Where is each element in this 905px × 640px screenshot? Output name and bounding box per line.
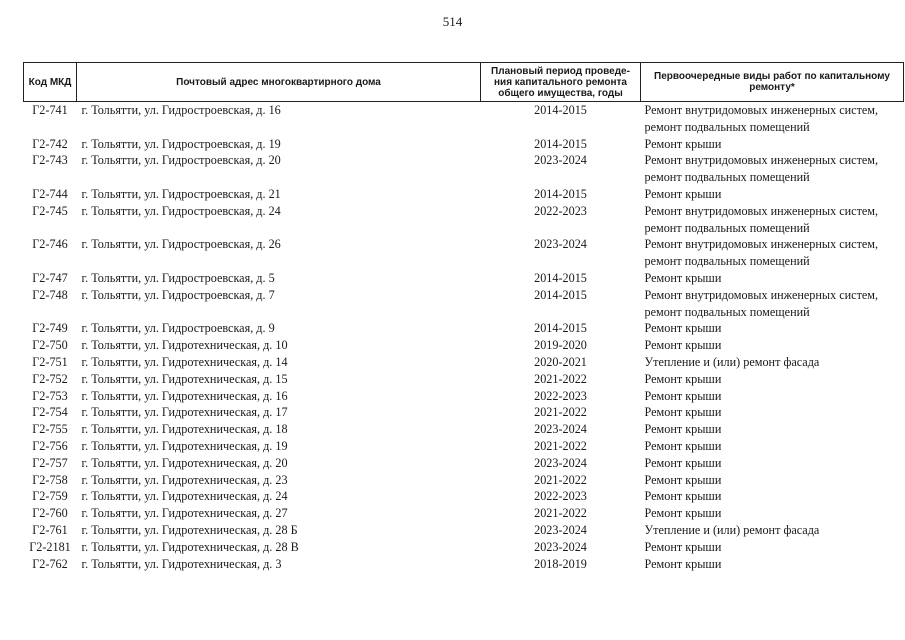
- repair-works: [641, 102, 904, 136]
- mkd-code: Г2-757: [32, 455, 68, 470]
- repair-work-line: Ремонт крыши: [644, 338, 722, 353]
- repair-works: [641, 236, 904, 270]
- address: г. Тольятти, ул. Гидротехническая, д. 15: [81, 371, 288, 386]
- mkd-code: Г2-755: [32, 422, 68, 437]
- repair-works: [641, 404, 904, 421]
- repair-works: [641, 270, 904, 287]
- repair-works: [641, 455, 904, 472]
- repair-work-line: Ремонт внутридомовых инженерных систем,: [644, 287, 879, 302]
- address: г. Тольятти, ул. Гидростроевская, д. 7: [81, 287, 275, 302]
- repair-works: [641, 505, 904, 522]
- table-row: [24, 287, 904, 321]
- repair-work-line: Ремонт внутридомовых инженерных систем,: [644, 237, 879, 252]
- repair-work-line: Ремонт крыши: [644, 422, 722, 437]
- table-row: [24, 421, 904, 438]
- header-works: Первоочередные виды работ по капитальному ремонту*: [641, 63, 904, 102]
- repair-work-line: ремонт подвальных помещений: [644, 220, 810, 235]
- header-address: Почтовый адрес многоквартирного дома: [77, 63, 481, 102]
- repair-work-line: Ремонт внутридомовых инженерных систем,: [644, 203, 879, 218]
- repair-period: 2023-2024: [534, 539, 587, 554]
- address: г. Тольятти, ул. Гидростроевская, д. 24: [81, 203, 281, 218]
- address: г. Тольятти, ул. Гидротехническая, д. 10: [81, 338, 288, 353]
- repair-period: 2014-2015: [534, 287, 587, 302]
- repair-works: [641, 388, 904, 405]
- address: г. Тольятти, ул. Гидростроевская, д. 19: [81, 136, 281, 151]
- repair-work-line: Ремонт крыши: [644, 438, 722, 453]
- repair-works: [641, 354, 904, 371]
- repair-work-line: Ремонт крыши: [644, 489, 722, 504]
- repair-period: 2022-2023: [534, 203, 587, 218]
- repair-period: 2021-2022: [534, 438, 587, 453]
- table-row: [24, 522, 904, 539]
- table-row: [24, 539, 904, 556]
- mkd-code: Г2-746: [32, 237, 68, 252]
- repair-period: 2023-2024: [534, 153, 587, 168]
- repair-work-line: Утепление и (или) ремонт фасада: [644, 354, 820, 369]
- repair-work-line: Ремонт крыши: [644, 506, 722, 521]
- repair-works: [641, 371, 904, 388]
- address: г. Тольятти, ул. Гидротехническая, д. 3: [81, 556, 282, 571]
- repair-work-line: Ремонт крыши: [644, 539, 722, 554]
- repair-works: [641, 152, 904, 186]
- capital-repair-table: [23, 62, 904, 572]
- repair-work-line: Ремонт крыши: [644, 321, 722, 336]
- repair-work-line: Ремонт внутридомовых инженерных систем,: [644, 153, 879, 168]
- mkd-code: Г2-752: [32, 371, 68, 386]
- repair-period: 2019-2020: [534, 338, 587, 353]
- repair-works: [641, 136, 904, 153]
- address: г. Тольятти, ул. Гидротехническая, д. 27: [81, 506, 288, 521]
- repair-period: 2014-2015: [534, 321, 587, 336]
- table-row: [24, 354, 904, 371]
- repair-period: 2021-2022: [534, 472, 587, 487]
- mkd-code: Г2-747: [32, 270, 68, 285]
- mkd-code: Г2-762: [32, 556, 68, 571]
- repair-work-line: Ремонт крыши: [644, 472, 722, 487]
- header-period: Плановый период проведе-ния капитального ремонта общего имущества, годы: [481, 63, 641, 102]
- repair-period: 2021-2022: [534, 506, 587, 521]
- address: г. Тольятти, ул. Гидростроевская, д. 26: [81, 237, 281, 252]
- address: г. Тольятти, ул. Гидротехническая, д. 17: [81, 405, 288, 420]
- repair-period: 2021-2022: [534, 405, 587, 420]
- repair-period: 2021-2022: [534, 371, 587, 386]
- address: г. Тольятти, ул. Гидротехническая, д. 14: [81, 354, 288, 369]
- table-row: [24, 455, 904, 472]
- header-code: Код МКД: [24, 63, 77, 102]
- repair-works: [641, 287, 904, 321]
- repair-works: [641, 421, 904, 438]
- mkd-code: Г2-741: [32, 103, 68, 117]
- repair-work-line: Ремонт крыши: [644, 186, 722, 201]
- mkd-code: Г2-754: [32, 405, 68, 420]
- mkd-code: Г2-750: [32, 338, 68, 353]
- table-row: [24, 404, 904, 421]
- address: г. Тольятти, ул. Гидротехническая, д. 18: [81, 422, 288, 437]
- address: г. Тольятти, ул. Гидростроевская, д. 5: [81, 270, 275, 285]
- table-row: [24, 488, 904, 505]
- mkd-code: Г2-742: [32, 136, 68, 151]
- repair-work-line: ремонт подвальных помещений: [644, 304, 810, 319]
- repair-works: [641, 488, 904, 505]
- repair-works: [641, 522, 904, 539]
- address: г. Тольятти, ул. Гидротехническая, д. 28 Б: [81, 522, 298, 537]
- repair-work-line: Ремонт крыши: [644, 455, 722, 470]
- address: г. Тольятти, ул. Гидротехническая, д. 19: [81, 438, 288, 453]
- repair-work-line: Ремонт внутридомовых инженерных систем,: [644, 103, 879, 117]
- mkd-code: Г2-748: [32, 287, 68, 302]
- repair-period: 2022-2023: [534, 388, 587, 403]
- mkd-code: Г2-744: [32, 186, 68, 201]
- repair-period: 2020-2021: [534, 354, 587, 369]
- address: г. Тольятти, ул. Гидростроевская, д. 21: [81, 186, 281, 201]
- address: г. Тольятти, ул. Гидростроевская, д. 16: [81, 103, 281, 117]
- table-row: [24, 102, 904, 136]
- repair-period: 2014-2015: [534, 136, 587, 151]
- mkd-code: Г2-758: [32, 472, 68, 487]
- repair-works: [641, 203, 904, 237]
- repair-work-line: Утепление и (или) ремонт фасада: [644, 522, 820, 537]
- repair-work-line: Ремонт крыши: [644, 388, 722, 403]
- table-row: [24, 556, 904, 573]
- mkd-code: Г2-761: [32, 522, 68, 537]
- repair-works: [641, 438, 904, 455]
- repair-work-line: ремонт подвальных помещений: [644, 254, 810, 269]
- repair-works: [641, 186, 904, 203]
- repair-work-line: Ремонт крыши: [644, 556, 722, 571]
- table-row: [24, 136, 904, 153]
- table-header: [24, 63, 904, 102]
- repair-period: 2023-2024: [534, 237, 587, 252]
- table-row: [24, 270, 904, 287]
- table-row: [24, 472, 904, 489]
- table-body: [24, 102, 904, 573]
- mkd-code: Г2-751: [32, 354, 68, 369]
- repair-works: [641, 472, 904, 489]
- repair-works: [641, 539, 904, 556]
- repair-work-line: ремонт подвальных помещений: [644, 119, 810, 134]
- repair-work-line: Ремонт крыши: [644, 371, 722, 386]
- address: г. Тольятти, ул. Гидростроевская, д. 9: [81, 321, 275, 336]
- mkd-code: Г2-756: [32, 438, 68, 453]
- repair-period: 2023-2024: [534, 422, 587, 437]
- table-row: [24, 186, 904, 203]
- table-row: [24, 371, 904, 388]
- table-row: [24, 236, 904, 270]
- table-row: [24, 438, 904, 455]
- table-row: [24, 152, 904, 186]
- repair-works: [641, 556, 904, 573]
- address: г. Тольятти, ул. Гидротехническая, д. 28 В: [81, 539, 299, 554]
- mkd-code: Г2-753: [32, 388, 68, 403]
- repair-work-line: Ремонт крыши: [644, 270, 722, 285]
- address: г. Тольятти, ул. Гидротехническая, д. 23: [81, 472, 288, 487]
- repair-period: 2018-2019: [534, 556, 587, 571]
- address: г. Тольятти, ул. Гидростроевская, д. 20: [81, 153, 281, 168]
- mkd-code: Г2-759: [32, 489, 68, 504]
- table-row: [24, 337, 904, 354]
- repair-period: 2014-2015: [534, 103, 587, 117]
- repair-period: 2014-2015: [534, 186, 587, 201]
- mkd-code: Г2-2181: [29, 539, 71, 554]
- repair-period: 2023-2024: [534, 455, 587, 470]
- repair-works: [641, 320, 904, 337]
- repair-works: [641, 337, 904, 354]
- table-row: [24, 505, 904, 522]
- mkd-code: Г2-743: [32, 153, 68, 168]
- address: г. Тольятти, ул. Гидротехническая, д. 24: [81, 489, 288, 504]
- table-row: [24, 388, 904, 405]
- page-number: 514: [442, 14, 463, 29]
- table-row: [24, 203, 904, 237]
- mkd-code: Г2-760: [32, 506, 68, 521]
- repair-work-line: Ремонт крыши: [644, 405, 722, 420]
- repair-period: 2014-2015: [534, 270, 587, 285]
- address: г. Тольятти, ул. Гидротехническая, д. 16: [81, 388, 288, 403]
- repair-work-line: Ремонт крыши: [644, 136, 722, 151]
- mkd-code: Г2-749: [32, 321, 68, 336]
- repair-period: 2022-2023: [534, 489, 587, 504]
- address: г. Тольятти, ул. Гидротехническая, д. 20: [81, 455, 288, 470]
- table-row: [24, 320, 904, 337]
- repair-period: 2023-2024: [534, 522, 587, 537]
- mkd-code: Г2-745: [32, 203, 68, 218]
- repair-work-line: ремонт подвальных помещений: [644, 170, 810, 185]
